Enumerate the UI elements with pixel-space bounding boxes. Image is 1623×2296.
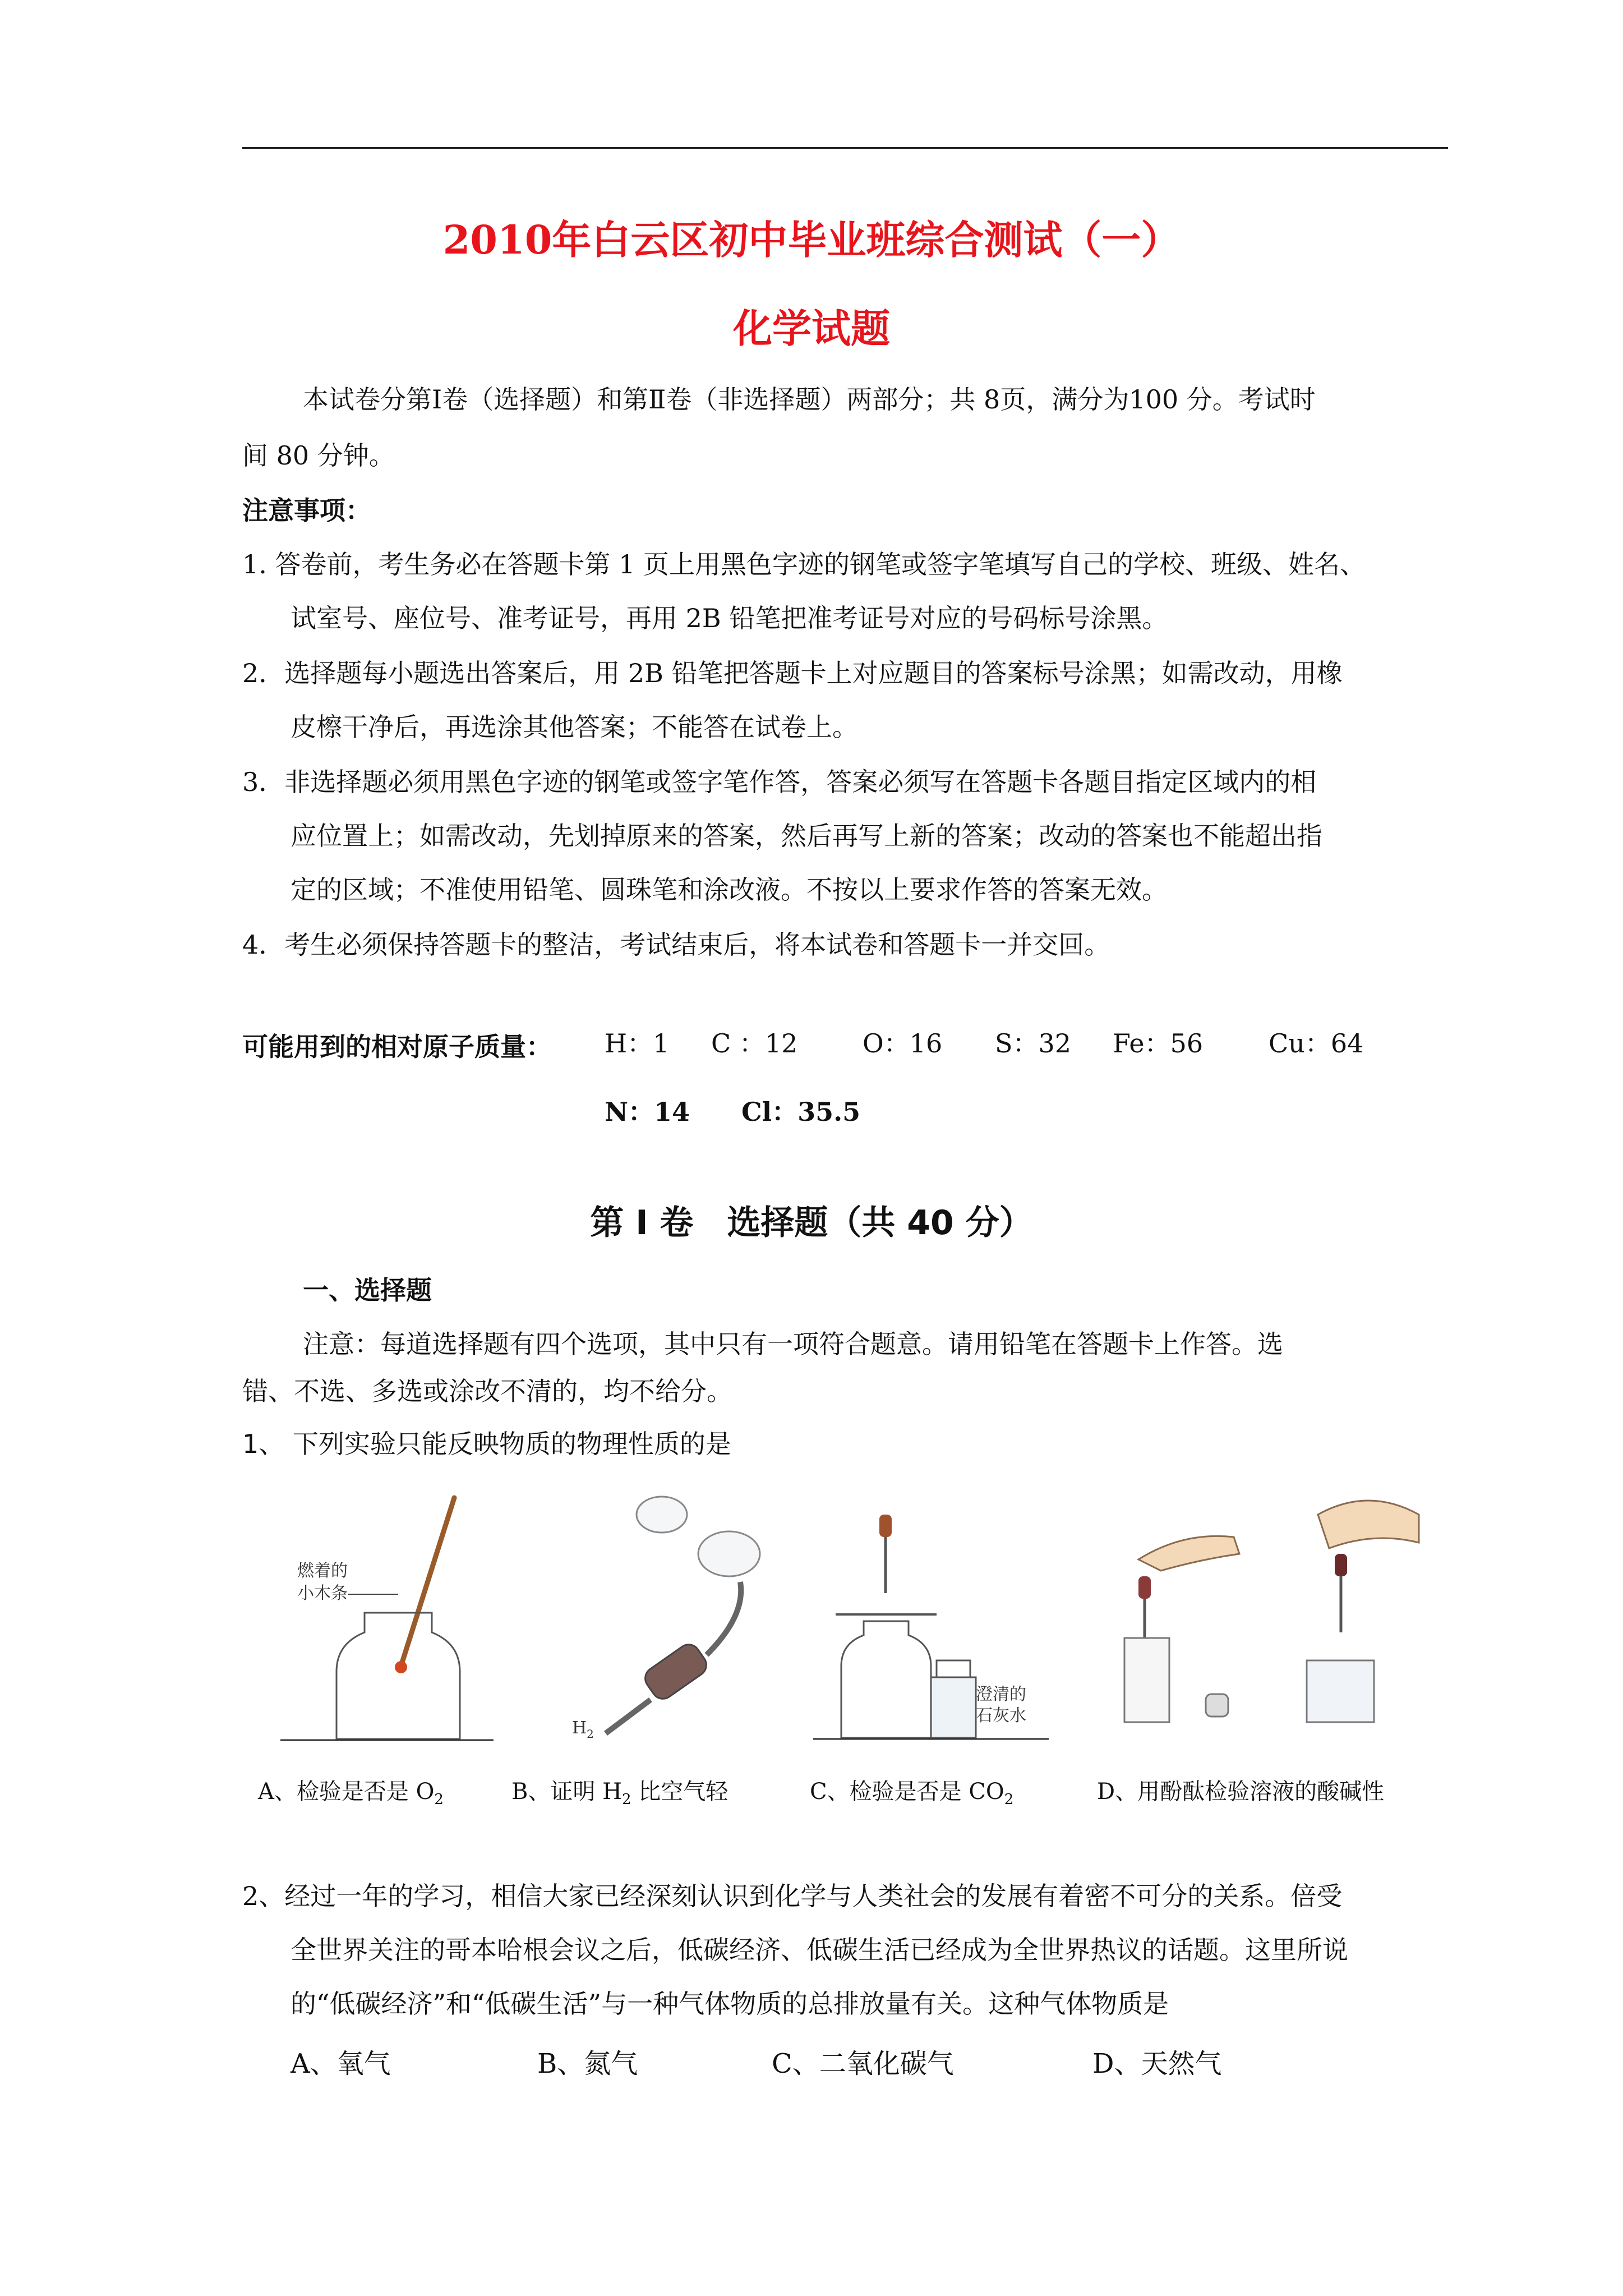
question-2-option-d: D、天然气 (1092, 2048, 1222, 2079)
atomic-mass-s: S：32 (995, 1028, 1072, 1059)
note-line: 2．选择题每小题选出答案后，用 2B 铅笔把答题卡上对应题目的答案标号涂黑；如需改动，用橡 (242, 658, 1343, 688)
exam-title: 2010年白云区初中毕业班综合测试（一） (442, 217, 1181, 263)
section-part: 一、选择题 (303, 1275, 432, 1305)
question-2-line-1: 2、经过一年的学习，相信大家已经深刻认识到化学与人类社会的发展有着密不可分的关系。倍受 (242, 1881, 1343, 1911)
question-1-option-a: A、检验是否是 $O_2$ (258, 1779, 444, 1808)
question-2-line-2: 全世界关注的哥本哈根会议之后，低碳经济、低碳生活已经成为全世界热议的话题。这里所说 (291, 1935, 1348, 1965)
figure-d-phenolphthalein (1116, 1492, 1430, 1739)
note-line: 应位置上；如需改动，先划掉原来的答案，然后再写上新的答案；改动的答案也不能超出指 (291, 821, 1322, 851)
note-line: 定的区域；不准使用铅笔、圆珠笔和涂改液。不按以上要求作答的答案无效。 (291, 875, 1168, 905)
figure-b-bubbles (561, 1487, 774, 1745)
note-line: 3．非选择题必须用黑色字迹的钢笔或签字笔作答，答案必须写在答题卡各题目指定区域内的相 (242, 767, 1317, 797)
figure-a-label-2: 小木条 (297, 1584, 348, 1603)
question-1-option-c: C、检验是否是 $CO_2$ (810, 1779, 1014, 1808)
notes-heading: 注意事项： (242, 495, 371, 526)
atomic-mass-fe: Fe：56 (1113, 1028, 1204, 1059)
figure-c-label-2: 石灰水 (976, 1706, 1026, 1726)
question-2-option-c: C、二氧化碳气 (772, 2048, 954, 2079)
question-1-stem: 1、 下列实验只能反映物质的物理性质的是 (242, 1429, 731, 1459)
atomic-mass-c: C ：12 (711, 1028, 798, 1059)
figure-c-label-1: 澄清的 (976, 1685, 1026, 1704)
section-note-line-1: 注意：每道选择题有四个选项，其中只有一项符合题意。请用铅笔在答题卡上作答。选 (303, 1329, 1283, 1359)
exam-subtitle: 化学试题 (733, 305, 890, 352)
atomic-mass-n: N：14 (605, 1097, 690, 1127)
atomic-mass-cu: Cu：64 (1269, 1028, 1364, 1059)
intro-line-1: 本试卷分第Ⅰ卷（选择题）和第Ⅱ卷（非选择题）两部分；共 8页，满分为100 分。考试时 (303, 384, 1316, 415)
question-2-line-3: 的“低碳经济”和“低碳生活”与一种气体物质的总排放量有关。这种气体物质是 (291, 1989, 1169, 2019)
atomic-mass-label: 可能用到的相对原子质量： (242, 1032, 552, 1062)
figure-b-h2-label: $H_2$ (572, 1718, 594, 1741)
question-1-option-d: D、用酚酞检验溶液的酸碱性 (1097, 1779, 1385, 1805)
note-line: 皮檫干净后，再选涂其他答案；不能答在试卷上。 (291, 712, 858, 742)
note-line: 4．考生必须保持答题卡的整洁，考试结束后，将本试卷和答题卡一并交回。 (242, 930, 1110, 960)
figure-a-label-1: 燃着的 (297, 1561, 348, 1581)
note-line: 1. 答卷前，考生务必在答题卡第 1 页上用黑色字迹的钢笔或签字笔填写自己的学校、班级、姓名、 (242, 549, 1366, 579)
question-1-option-b: B、证明 $H_2$ 比空气轻 (511, 1779, 728, 1808)
section-title: 第 Ⅰ 卷 选择题（共 40 分） (590, 1203, 1033, 1243)
atomic-mass-cl: Cl：35.5 (741, 1097, 861, 1127)
atomic-mass-o: O：16 (863, 1028, 943, 1059)
section-note-line-2: 错、不选、多选或涂改不清的，均不给分。 (242, 1376, 732, 1406)
question-2-option-b: B、氮气 (537, 2048, 638, 2079)
figure-c-limewater (813, 1509, 1049, 1745)
atomic-mass-h: H：1 (605, 1028, 670, 1059)
intro-line-2: 间 80 分钟。 (242, 440, 395, 471)
figure-a-splint-bottle (280, 1492, 494, 1745)
note-line: 试室号、座位号、准考证号，再用 2B 铅笔把准考证号对应的号码标号涂黑。 (291, 603, 1168, 633)
header-rule (242, 147, 1448, 149)
question-2-option-a: A、氧气 (291, 2048, 391, 2079)
